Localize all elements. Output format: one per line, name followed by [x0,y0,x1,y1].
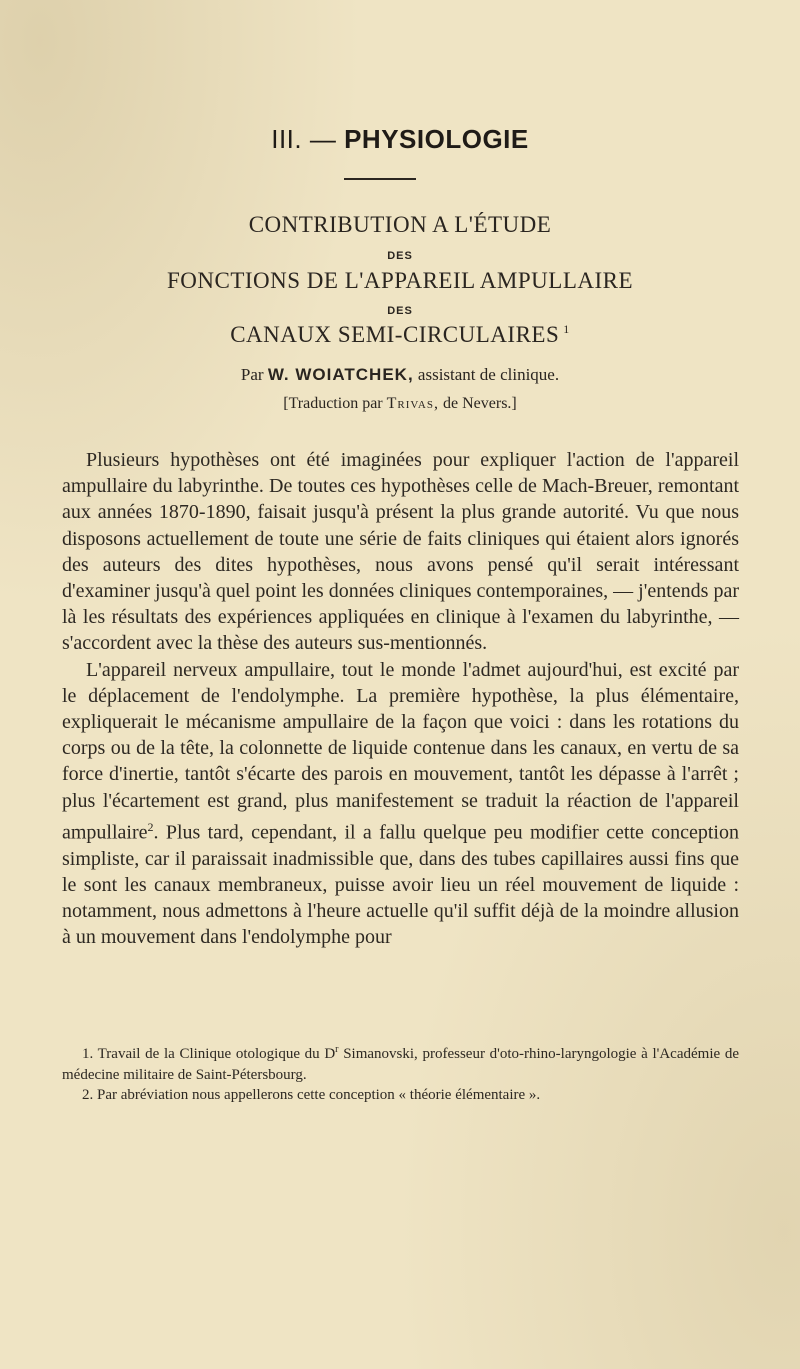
article-title-line-1: CONTRIBUTION A L'ÉTUDE [248,212,552,237]
body-paragraph-2-end: . Plus tard, cependant, il a fallu quelque peu modifier cette conception simpliste, car il paraissait inadmissible que, dans des tubes capillaires aussi fins que le sont les canaux membraneux, puisse avoir lieu un réel mouvement de liquide : notamment, nous admettons à l'heure actuelle qu'il suffit déjà de la moindre allusion à un mouvement dans l'endolymphe pour [62,821,739,949]
article-title-connector-2: DES [387,305,413,317]
footnote-1-start: 1. Travail de la Clinique otologique du D [82,1046,336,1062]
footnote-marker-2: 2 [147,819,154,834]
article-title-line-3: CANAUX SEMI-CIRCULAIRES [230,322,560,347]
article-title-line-3-wrapper [0,322,800,348]
body-paragraph-1: Plusieurs hypothèses ont été imaginées pour expliquer l'action de l'appareil ampullaire du labyrinthe. De toutes ces hypothèses celle de Mach-Breuer, remontant aux années 1870-1890, faisait jusqu'à présent la plus grande autorité. Vu que nous disposons actuellement de toute une série de faits cliniques qui étaient alors ignorés des auteurs des dites hypothèses, nous avons pensé qu'il serait intéressant d'examiner jusqu'à quel point les données cliniques contemporaines, — j'entends par là les résultats des expériences appliquées en clinique à l'examen du labyrinthe, — s'accordent avec la thèse des auteurs sus-mentionnés. [62,449,739,655]
article-title-connector-1: DES [387,250,413,262]
body-paragraph-2-start: L'appareil nerveux ampullaire, tout le monde l'admet aujourd'hui, est excité par le déplacement de l'endolymphe. La première hypothèse, la plus élémentaire, expliquerait le mécanisme ampullaire de la façon que voici : dans les rotations du corps ou de la tête, la colonnette de liquide contenue dans les canaux, en vertu de sa force d'inertie, tantôt s'écarte des parois en mouvement, tantôt les dépasse à l'arrêt ; plus l'écartement est grand, plus manifestement se traduit la réaction de l'appareil ampullaire [62,658,739,844]
body-paragraph-2 [62,657,739,951]
footnotes [62,1040,739,1106]
translation-suffix: de Nevers.] [443,395,517,412]
author-role: assistant de clinique. [417,365,560,384]
footnote-2: 2. Par abréviation nous appellerons cette conception « théorie élémentaire ». [82,1087,541,1103]
section-name: PHYSIOLOGIE [344,124,529,154]
article-body [62,447,739,951]
footnote-1-superscript: r [335,1044,339,1055]
byline [0,365,800,385]
section-heading [0,124,800,155]
title-footnote-marker: 1 [563,322,570,337]
translation-prefix: [Traduction par [283,395,383,412]
footnote-1-end: Simanovski, professeur d'oto-rhino-laryngologie à l'Académie de médecine militaire de Saint-Pétersbourg. [62,1046,739,1083]
heading-divider [344,178,416,180]
translator-name: Trivas, [386,395,439,412]
footnote-1 [62,1040,739,1085]
section-number: III. — [271,124,337,154]
author-name: W. WOIATCHEK, [267,365,414,384]
article-title-line-2: FONCTIONS DE L'APPAREIL AMPULLAIRE [166,268,634,293]
translation-credit [0,395,800,413]
byline-prefix: Par [240,365,264,384]
